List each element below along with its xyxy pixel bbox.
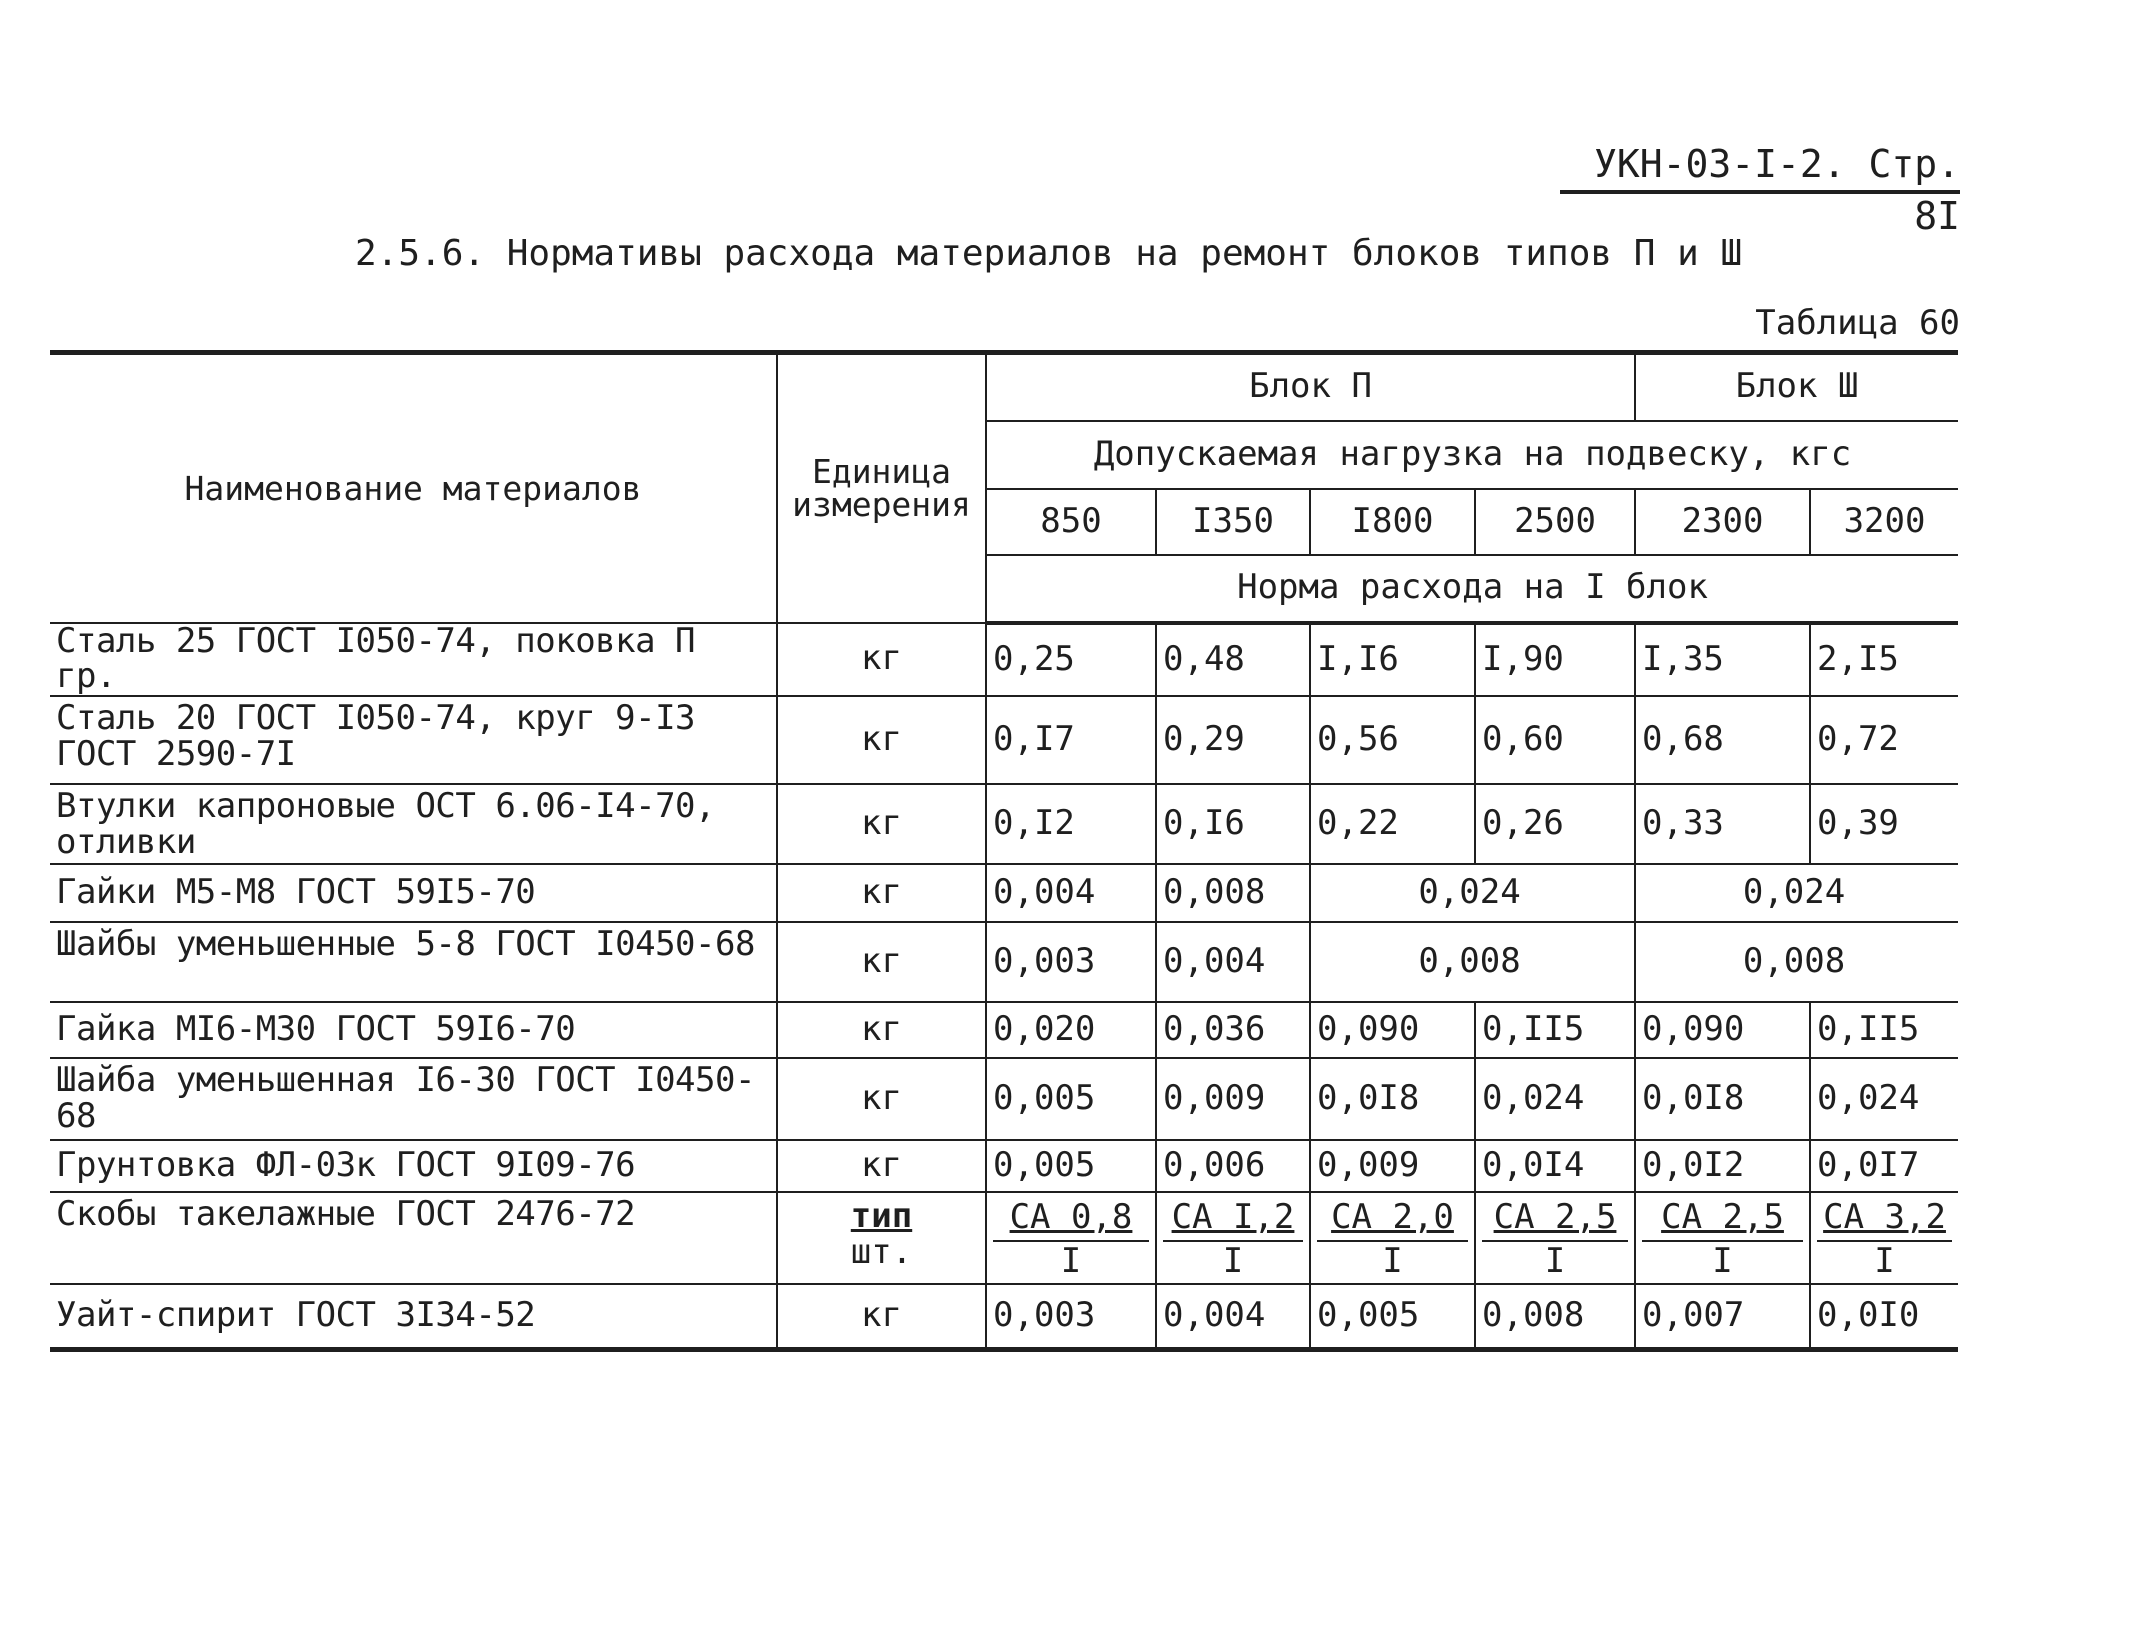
value-cell: 0,І6: [1156, 784, 1310, 864]
clamp-type: СА 2,5: [1482, 1194, 1628, 1242]
value-cell: 0,60: [1475, 696, 1635, 784]
load-value: 2300: [1635, 489, 1810, 555]
table-row: [50, 623, 1958, 696]
header-block-2: Блок П: [986, 353, 1635, 421]
value-cell-merged: 0,024: [1310, 864, 1635, 922]
load-value: І350: [1156, 489, 1310, 555]
table-row: [50, 1002, 1958, 1058]
material-name: Сталь 25 ГОСТ І050-74, поковка П гр.: [50, 623, 777, 696]
page-reference: УКН-03-І-2. Стр. 8І: [1560, 138, 1960, 194]
value-cell: 0,024: [1810, 1058, 1958, 1140]
value-cell: 0,007: [1635, 1284, 1810, 1350]
material-name: Скобы такелажные ГОСТ 2476-72: [50, 1192, 777, 1284]
clamp-cell: [1475, 1192, 1635, 1284]
header-norm: Норма расхода на І блок: [986, 555, 1958, 623]
header-block-3: Блок Ш: [1635, 353, 1958, 421]
clamp-count: І: [1712, 1240, 1733, 1281]
value-cell: 0,ІІ5: [1475, 1002, 1635, 1058]
material-unit: кг: [777, 696, 986, 784]
clamp-count: І: [1060, 1240, 1082, 1281]
value-cell: 0,39: [1810, 784, 1958, 864]
clamp-cell: [1310, 1192, 1475, 1284]
value-cell: 0,68: [1635, 696, 1810, 784]
load-value: 850: [986, 489, 1156, 555]
header-unit: Единица измерения: [777, 353, 986, 623]
value-cell: 0,090: [1310, 1002, 1475, 1058]
material-name: Гайки М5-М8 ГОСТ 59І5-70: [50, 864, 777, 922]
load-value: І800: [1310, 489, 1475, 555]
clamp-cell: [986, 1192, 1156, 1284]
value-cell: 0,009: [1310, 1140, 1475, 1192]
clamp-type: СА 0,8: [993, 1194, 1149, 1242]
clamp-count: І: [1544, 1240, 1566, 1281]
value-cell: 2,І5: [1810, 623, 1958, 696]
value-cell: 0,005: [1310, 1284, 1475, 1350]
clamp-type: СА 2,0: [1317, 1194, 1468, 1242]
table-row: [50, 922, 1958, 1002]
value-cell: 0,0І8: [1635, 1058, 1810, 1140]
table-row: [50, 784, 1958, 864]
value-cell: 0,48: [1156, 623, 1310, 696]
clamp-cell: [1635, 1192, 1810, 1284]
value-cell: 0,0І0: [1810, 1284, 1958, 1350]
table-row: [50, 696, 1958, 784]
value-cell-merged: 0,008: [1310, 922, 1635, 1002]
unit-pieces-label: шт.: [850, 1231, 913, 1272]
value-cell: 0,33: [1635, 784, 1810, 864]
material-unit: [777, 1192, 986, 1284]
value-cell: 0,29: [1156, 696, 1310, 784]
table-row: [50, 1058, 1958, 1140]
clamp-type: СА 3,2: [1817, 1194, 1952, 1242]
value-cell: 0,004: [1156, 922, 1310, 1002]
value-cell: 0,ІІ5: [1810, 1002, 1958, 1058]
value-cell: 0,0І4: [1475, 1140, 1635, 1192]
value-cell: 0,003: [986, 922, 1156, 1002]
material-unit: кг: [777, 784, 986, 864]
material-name: Шайба уменьшенная І6-30 ГОСТ І0450-68: [50, 1058, 777, 1140]
value-cell: 0,25: [986, 623, 1156, 696]
material-name: Гайка МІ6-М30 ГОСТ 59І6-70: [50, 1002, 777, 1058]
table-row: [50, 1284, 1958, 1350]
value-cell: 0,090: [1635, 1002, 1810, 1058]
material-name: Грунтовка ФЛ-03к ГОСТ 9І09-76: [50, 1140, 777, 1192]
clamp-count: І: [1222, 1240, 1244, 1281]
value-cell: І,І6: [1310, 623, 1475, 696]
materials-norms-table: [50, 350, 1958, 1352]
table-row: [50, 1192, 1958, 1284]
material-name: Уайт-спирит ГОСТ 3І34-52: [50, 1284, 777, 1350]
value-cell: І,90: [1475, 623, 1635, 696]
value-cell: 0,024: [1475, 1058, 1635, 1140]
material-unit: кг: [777, 623, 986, 696]
material-name: Втулки капроновые ОСТ 6.06-І4-70, отливки: [50, 784, 777, 864]
value-cell: 0,005: [986, 1058, 1156, 1140]
value-cell: 0,006: [1156, 1140, 1310, 1192]
material-name: Сталь 20 ГОСТ І050-74, круг 9-І3 ГОСТ 2590-7І: [50, 696, 777, 784]
value-cell: 0,008: [1475, 1284, 1635, 1350]
value-cell: 0,008: [1156, 864, 1310, 922]
value-cell: І,35: [1635, 623, 1810, 696]
material-unit: кг: [777, 1284, 986, 1350]
table-row: [50, 1140, 1958, 1192]
value-cell: 0,22: [1310, 784, 1475, 864]
table-row: [50, 864, 1958, 922]
section-title: 2.5.6. Нормативы расхода материалов на ремонт блоков типов П и Ш: [355, 233, 1743, 274]
clamp-type: СА І,2: [1163, 1194, 1303, 1242]
material-unit: кг: [777, 1140, 986, 1192]
clamp-type: СА 2,5: [1642, 1194, 1803, 1242]
value-cell: 0,0І7: [1810, 1140, 1958, 1192]
material-unit: кг: [777, 1058, 986, 1140]
material-name: Шайбы уменьшенные 5-8 ГОСТ І0450-68: [50, 922, 777, 1002]
value-cell: 0,004: [1156, 1284, 1310, 1350]
material-unit: кг: [777, 1002, 986, 1058]
load-value: 3200: [1810, 489, 1958, 555]
value-cell: 0,56: [1310, 696, 1475, 784]
table-label: Таблица 60: [1755, 303, 1960, 343]
value-cell-merged: 0,024: [1635, 864, 1958, 922]
clamp-count: І: [1382, 1240, 1403, 1281]
value-cell: 0,004: [986, 864, 1156, 922]
clamp-count: І: [1874, 1240, 1895, 1281]
clamp-cell: [1810, 1192, 1958, 1284]
value-cell-merged: 0,008: [1635, 922, 1958, 1002]
unit-type-label: тип: [850, 1195, 913, 1236]
header-load: Допускаемая нагрузка на подвеску, кгс: [986, 421, 1958, 489]
value-cell: 0,036: [1156, 1002, 1310, 1058]
clamp-cell: [1156, 1192, 1310, 1284]
value-cell: 0,72: [1810, 696, 1958, 784]
value-cell: 0,І7: [986, 696, 1156, 784]
value-cell: 0,009: [1156, 1058, 1310, 1140]
value-cell: 0,26: [1475, 784, 1635, 864]
load-value: 2500: [1475, 489, 1635, 555]
value-cell: 0,003: [986, 1284, 1156, 1350]
value-cell: 0,І2: [986, 784, 1156, 864]
material-unit: кг: [777, 922, 986, 1002]
header-material-name: Наименование материалов: [50, 353, 777, 623]
value-cell: 0,0І8: [1310, 1058, 1475, 1140]
value-cell: 0,0І2: [1635, 1140, 1810, 1192]
value-cell: 0,005: [986, 1140, 1156, 1192]
value-cell: 0,020: [986, 1002, 1156, 1058]
material-unit: кг: [777, 864, 986, 922]
